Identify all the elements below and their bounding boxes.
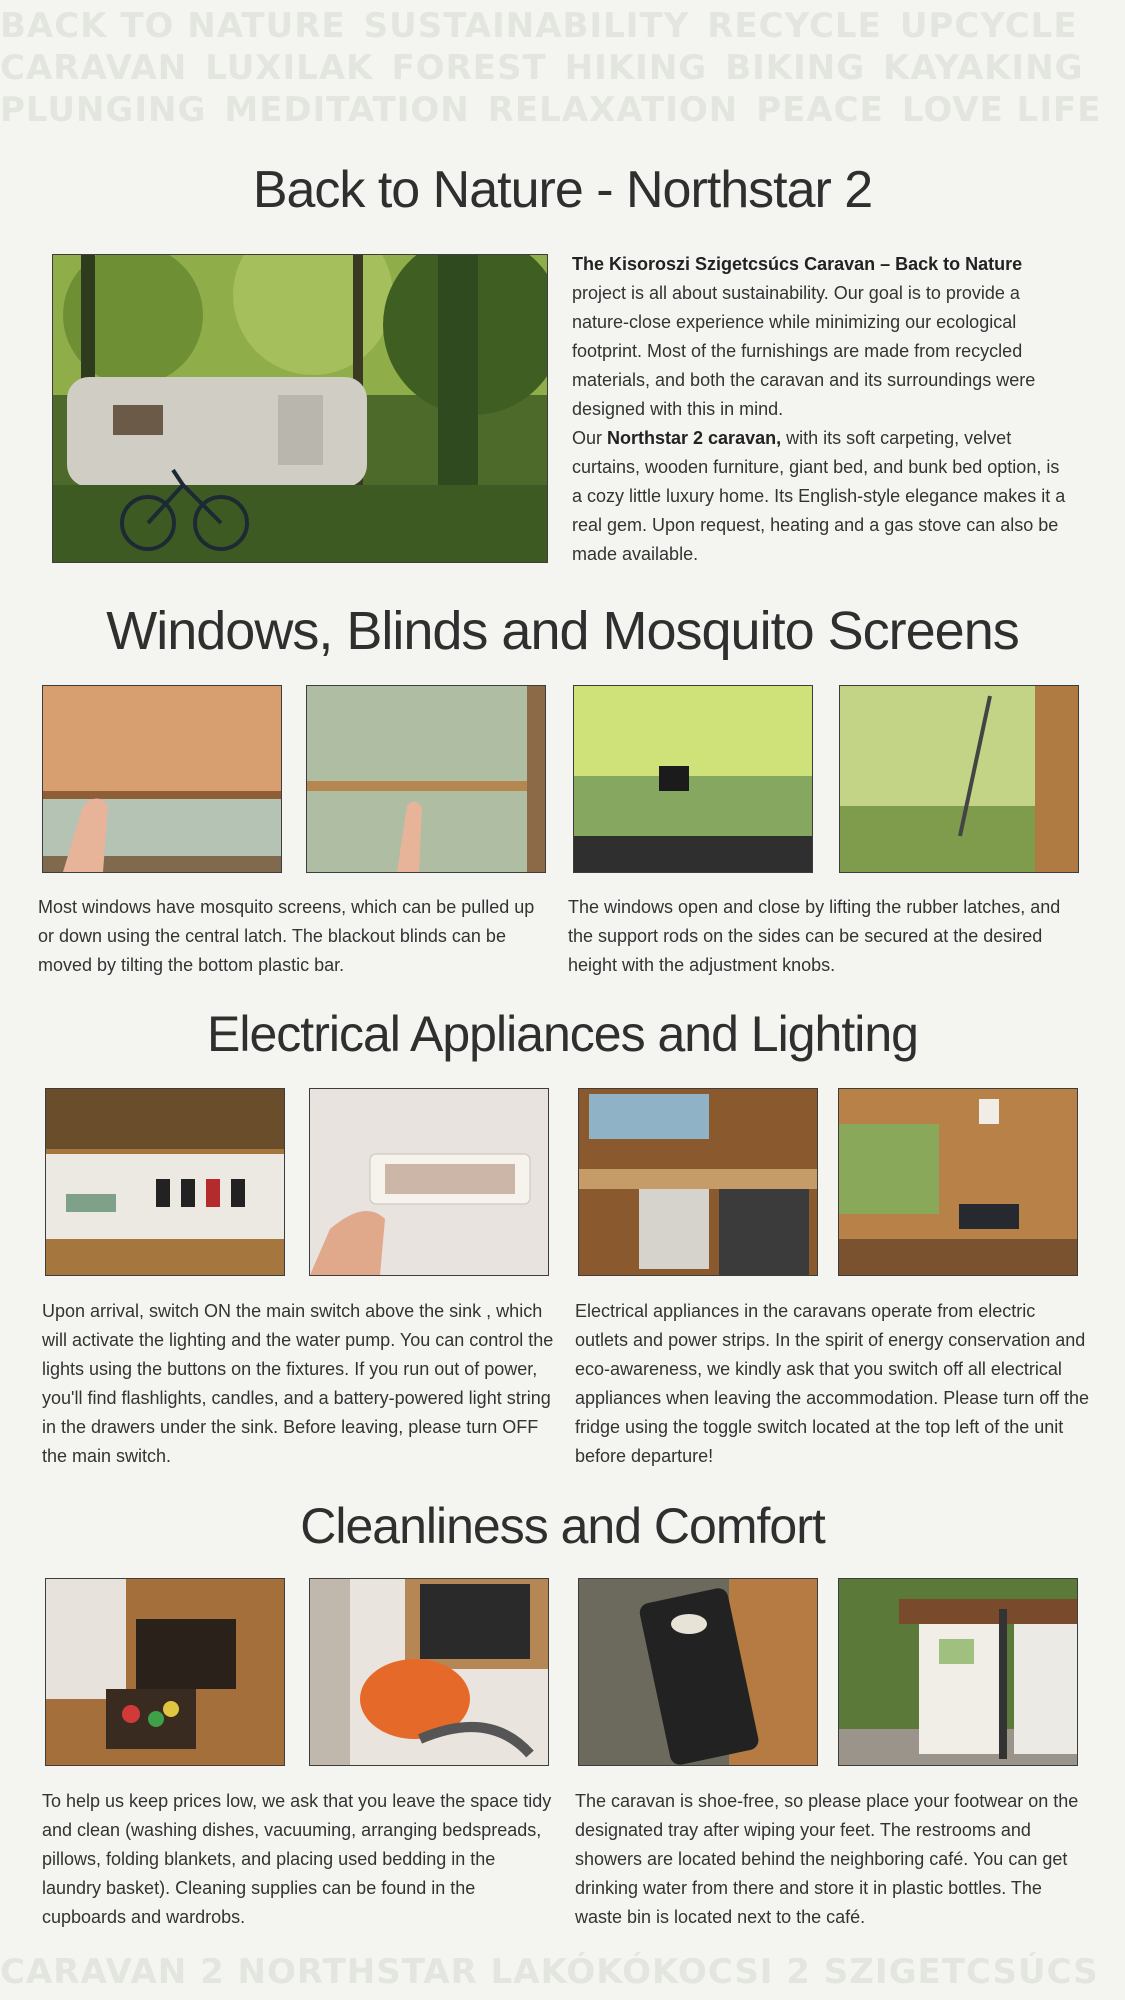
cupboard-image bbox=[46, 1579, 284, 1765]
windows-right-text: The windows open and close by lifting the rubber latches, and the support rods on the sides can be secured at the desired height with the adjustment knobs. bbox=[568, 897, 1061, 975]
cleanliness-title: Cleanliness and Comfort bbox=[300, 1498, 825, 1554]
building-image bbox=[839, 1579, 1077, 1765]
kitchen-image bbox=[579, 1089, 817, 1275]
vacuum-photo bbox=[309, 1578, 549, 1766]
screen-image bbox=[307, 686, 545, 872]
support-rod-photo bbox=[839, 685, 1079, 873]
top-banner-line-2: CARAVAN LUXILAK FOREST HIKING BIKING KAYAKING bbox=[0, 48, 1084, 88]
kitchen-fridge-photo bbox=[578, 1088, 818, 1276]
top-banner-line-1: BACK TO NATURE SUSTAINABILITY RECYCLE UPCYCLE bbox=[0, 6, 1078, 46]
shoe-tray-photo bbox=[578, 1578, 818, 1766]
power-strip-photo bbox=[838, 1088, 1078, 1276]
tray-image bbox=[579, 1579, 817, 1765]
caravan-forest-photo bbox=[52, 254, 548, 563]
cleanliness-left-text: To help us keep prices low, we ask that you leave the space tidy and clean (washing dishes, vacuuming, arranging bedspreads, pillows, folding blankets, and placing used bedding in the laundry basket). Cleaning supplies can be found in the cupboards and wardrobs. bbox=[42, 1791, 552, 1927]
windows-title: Windows, Blinds and Mosquito Screens bbox=[106, 601, 1019, 661]
switch-panel-image bbox=[46, 1089, 284, 1275]
intro-text: The Kisoroszi Szigetcsúcs Caravan – Back to Nature project is all about sustainability. Our goal is to provide a nature-close experience while minimizing our ecological footprint. Most of the furnishings are made from recycled materials, and both the caravan and its surroundings were designed with this in mind. Our Northstar 2 caravan, with its soft carpeting, velvet curtains, wooden furniture, giant bed, and bunk bed option, is a cozy little luxury home. Its English-style elegance makes it a real gem. Upon request, heating and a gas stove can also be made available. bbox=[572, 254, 1066, 564]
latch-image bbox=[574, 686, 812, 872]
rod-image bbox=[840, 686, 1078, 872]
window-latch-photo bbox=[573, 685, 813, 873]
outlet-image bbox=[839, 1089, 1077, 1275]
caravan-forest-image bbox=[53, 255, 547, 562]
intro-title: Back to Nature - Northstar 2 bbox=[252, 161, 873, 219]
windows-left-text: Most windows have mosquito screens, which can be pulled up or down using the central latch. The blackout blinds can be moved by tilting the bottom plastic bar. bbox=[38, 897, 535, 975]
electrical-right-text: Electrical appliances in the caravans operate from electric outlets and power strips. In the spirit of energy conservation and eco-awareness, we kindly ask that you switch off all electrical appliances when leaving the accommodation. Please turn off the fridge using the toggle switch located at the top left of the unit before departure! bbox=[575, 1301, 1089, 1466]
bottom-banner: CARAVAN 2 NORTHSTAR LAKÓKÓKOCSI 2 SZIGETCSÚCS bbox=[0, 1952, 1099, 1992]
window-blind-photo bbox=[42, 685, 282, 873]
electrical-title: Electrical Appliances and Lighting bbox=[207, 1006, 918, 1062]
cupboards-photo bbox=[45, 1578, 285, 1766]
blind-image bbox=[43, 686, 281, 872]
cleanliness-right-text: The caravan is shoe-free, so please place your footwear on the designated tray after wiping your feet. The restrooms and showers are located behind the neighboring café. You can get drinking water from there and store it in plastic bottles. The waste bin is located next to the café. bbox=[575, 1791, 1079, 1927]
light-image bbox=[310, 1089, 548, 1275]
electrical-left-text: Upon arrival, switch ON the main switch above the sink , which will activate the lighting and the water pump. You can control the lights using the buttons on the fixtures. If you run out of power, you'll find flashlights, candles, and a battery-powered light string in the drawers under the sink. Before leaving, please turn OFF the main switch. bbox=[42, 1301, 554, 1466]
top-banner-line-3: PLUNGING MEDITATION RELAXATION PEACE LOVE LIFE bbox=[0, 90, 1102, 130]
ceiling-light-photo bbox=[309, 1088, 549, 1276]
vacuum-image bbox=[310, 1579, 548, 1765]
restroom-building-photo bbox=[838, 1578, 1078, 1766]
main-switch-photo bbox=[45, 1088, 285, 1276]
mosquito-screen-photo bbox=[306, 685, 546, 873]
